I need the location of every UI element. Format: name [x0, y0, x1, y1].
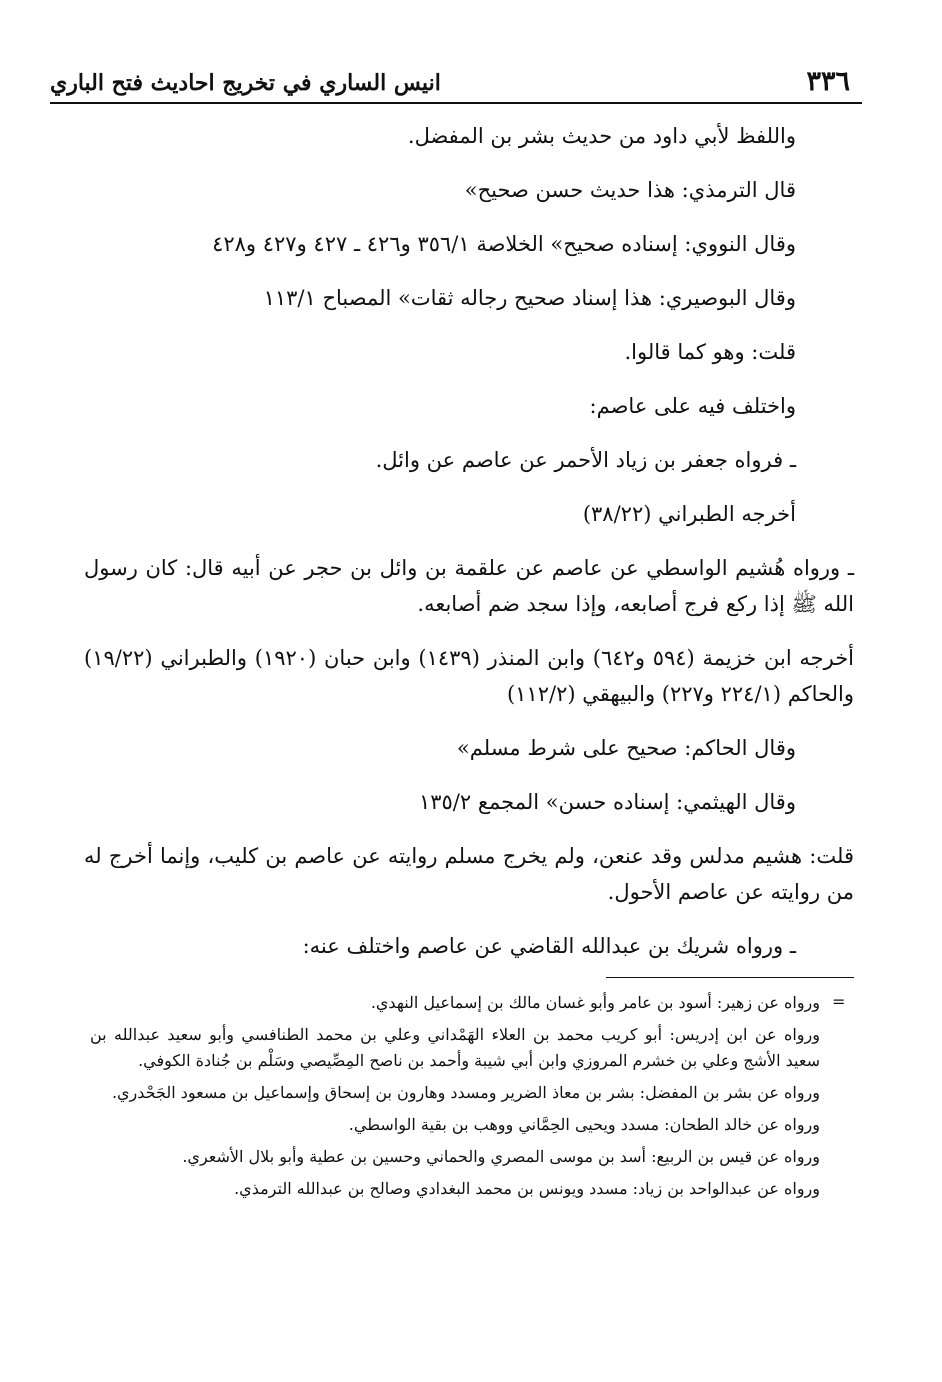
- paragraph: وقال النووي: إسناده صحيح» الخلاصة ٣٥٦/١ و٤٢٦ ـ ٤٢٧ و٤٢٧ و٤٢٨: [212, 232, 796, 256]
- paragraph: واختلف فيه على عاصم:: [589, 394, 796, 418]
- paragraph: قلت: وهو كما قالوا.: [624, 340, 796, 364]
- paragraph: ـ ورواه هُشيم الواسطي عن عاصم عن علقمة بن وائل بن حجر عن أبيه قال: كان رسول الله ﷺ إذا ركع فرج أصابعه، وإذا سجد ضم أصابعه.: [84, 556, 854, 616]
- footnote-line: ورواه عن خالد الطحان: مسدد ويحيى الحِمَّاني ووهب بن بقية الواسطي.: [348, 1115, 820, 1134]
- page-header: [50, 56, 862, 104]
- paragraph: ـ ورواه شريك بن عبدالله القاضي عن عاصم واختلف عنه:: [302, 934, 796, 958]
- paragraph: وقال الهيثمي: إسناده حسن» المجمع ١٣٥/٢: [418, 790, 796, 814]
- paragraph: قلت: هشيم مدلس وقد عنعن، ولم يخرج مسلم روايته عن عاصم بن كليب، وإنما أخرج له من روايته عن عاصم الأحول.: [84, 844, 854, 904]
- paragraph: وقال الحاكم: صحيح على شرط مسلم»: [456, 736, 796, 760]
- main-text: [84, 118, 854, 982]
- footnote-line: ورواه عن زهير: أسود بن عامر وأبو غسان مالك بن إسماعيل النهدي.: [370, 993, 820, 1012]
- paragraph: وقال البوصيري: هذا إسناد صحيح رجاله ثقات» المصباح ١١٣/١: [263, 286, 796, 310]
- paragraph: واللفظ لأبي داود من حديث بشر بن المفضل.: [407, 124, 796, 148]
- footnote-line: ورواه عن عبدالواحد بن زياد: مسدد ويونس بن محمد البغدادي وصالح بن عبدالله الترمذي.: [234, 1179, 820, 1198]
- footnote-continuation-marker: =: [832, 992, 846, 1011]
- running-title: انيس الساري في تخريج احاديث فتح الباري: [50, 70, 441, 96]
- paragraph: قال الترمذي: هذا حديث حسن صحيح»: [464, 178, 796, 202]
- paragraph: أخرجه ابن خزيمة (٥٩٤ و٦٤٢) وابن المنذر (١٤٣٩) وابن حبان (١٩٢٠) والطبراني (١٩/٢٢) والحاكم (٢٢٤/١ و٢٢٧) والبيهقي (١١٢/٢): [84, 646, 855, 706]
- paragraph: ـ فرواه جعفر بن زياد الأحمر عن عاصم عن وائل.: [375, 448, 796, 472]
- footnote-line: ورواه عن بشر بن المفضل: بشر بن معاذ الضرير ومسدد وهارون بن إسحاق وإسماعيل بن مسعود الجَحْدري.: [111, 1083, 820, 1102]
- paragraph: أخرجه الطبراني (٣٨/٢٢): [582, 502, 796, 526]
- page-number: ٣٣٦: [806, 66, 850, 97]
- footnote-divider: [606, 977, 854, 978]
- footnote-line: ورواه عن ابن إدريس: أبو كريب محمد بن العلاء الهَمْداني وعلي بن محمد الطنافسي وأبو سعيد عبدالله بن سعيد الأشج وعلي بن خشرم المروزي وابن أبي شيبة وأحمد بن ناصح المِصِّيصي وسَلْم بن جُنادة الكوفي.: [90, 1025, 820, 1070]
- footnote-line: ورواه عن قيس بن الربيع: أسد بن موسى المصري والحماني وحسين بن عطية وأبو بلال الأشعري.: [182, 1147, 820, 1166]
- footnotes: [90, 990, 820, 1208]
